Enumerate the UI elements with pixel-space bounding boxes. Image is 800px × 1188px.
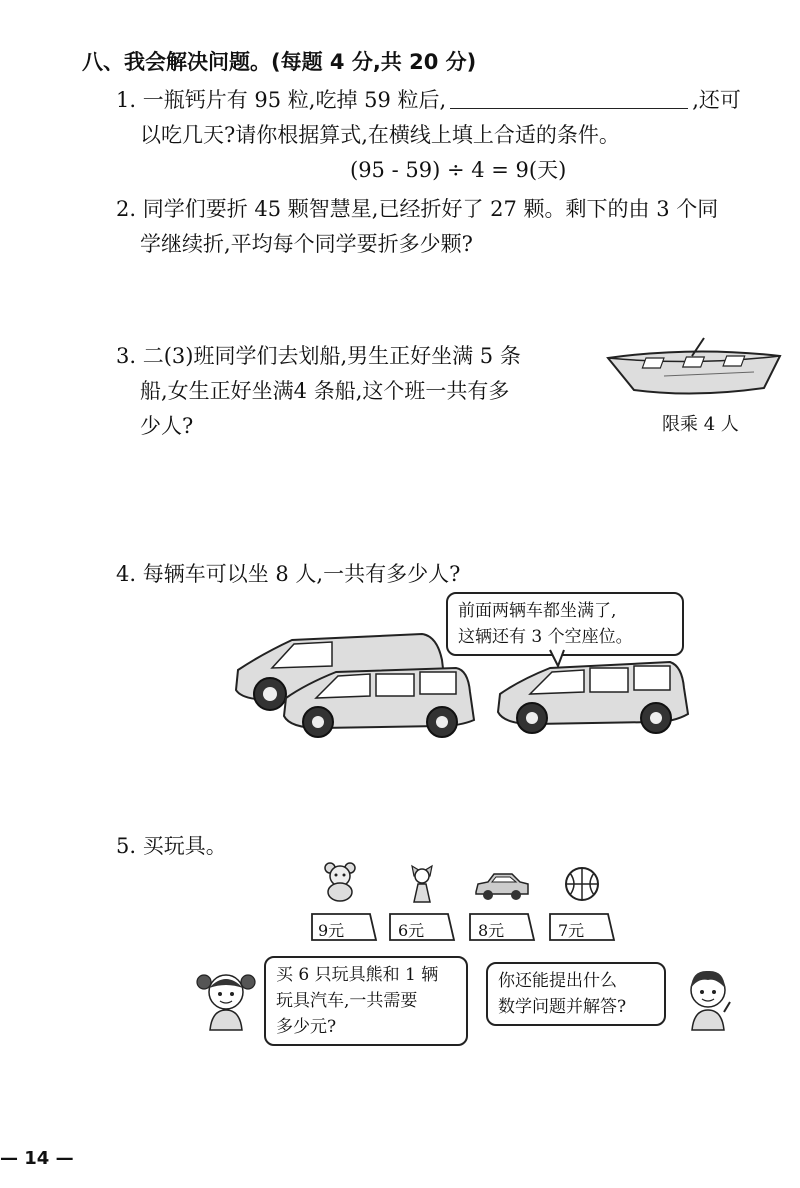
q4-bubble-line2: 这辆还有 3 个空座位。 (458, 627, 633, 647)
q5-left-bubble-line1: 买 6 只玩具熊和 1 辆 (276, 965, 439, 985)
price-doll: 6元 (398, 921, 425, 940)
q4-bubble-line1: 前面两辆车都坐满了, (458, 601, 617, 621)
q3-line1: 3. 二(3)班同学们去划船,男生正好坐满 5 条 (116, 344, 521, 368)
q5-right-speech-bubble (486, 962, 666, 1026)
q4-speech-bubble (446, 592, 684, 656)
q5-left-bubble-line2: 玩具汽车,一共需要 (276, 991, 418, 1011)
q1-line2: 以吃几天?请你根据算式,在横线上填上合适的条件。 (140, 123, 620, 147)
q1-formula: (95 - 59) ÷ 4 = 9(天) (350, 158, 567, 182)
section-title: 八、我会解决问题。(每题 4 分,共 20 分) (82, 50, 477, 74)
price-car: 8元 (478, 921, 505, 940)
q2-line2: 学继续折,平均每个同学要折多少颗? (140, 232, 473, 256)
basketball-icon (564, 866, 600, 902)
van-icon (280, 660, 480, 742)
q5-left-speech-bubble (264, 956, 468, 1046)
q5-left-bubble-line3: 多少元? (276, 1017, 337, 1037)
page-number: — 14 — (0, 1148, 74, 1169)
q1-answer-blank[interactable] (450, 88, 688, 109)
q1-line1 (116, 84, 741, 114)
q3-line3: 少人? (140, 414, 194, 438)
toy-car-icon (474, 870, 530, 902)
teddy-bear-icon (322, 862, 358, 902)
boat-capacity-caption: 限乘 4 人 (662, 414, 739, 435)
girl-character-icon (196, 968, 256, 1032)
q5-line1: 5. 买玩具。 (116, 834, 227, 858)
boy-character-icon (678, 966, 738, 1032)
q5-right-bubble-line2: 数学问题并解答? (498, 997, 627, 1017)
price-ball: 7元 (558, 921, 585, 940)
van-icon (494, 656, 694, 738)
q1-line1-post: ,还可 (692, 88, 741, 112)
price-bear: 9元 (318, 921, 345, 940)
rowboat-icon (604, 336, 784, 406)
q1-line1-pre: 1. 一瓶钙片有 95 粒,吃掉 59 粒后, (116, 88, 447, 112)
doll-icon (406, 862, 438, 904)
q4-line1: 4. 每辆车可以坐 8 人,一共有多少人? (116, 562, 461, 586)
q5-right-bubble-line1: 你还能提出什么 (498, 971, 617, 991)
q3-line2: 船,女生正好坐满4 条船,这个班一共有多 (140, 379, 510, 403)
q2-line1: 2. 同学们要折 45 颗智慧星,已经折好了 27 颗。剩下的由 3 个同 (116, 197, 719, 221)
